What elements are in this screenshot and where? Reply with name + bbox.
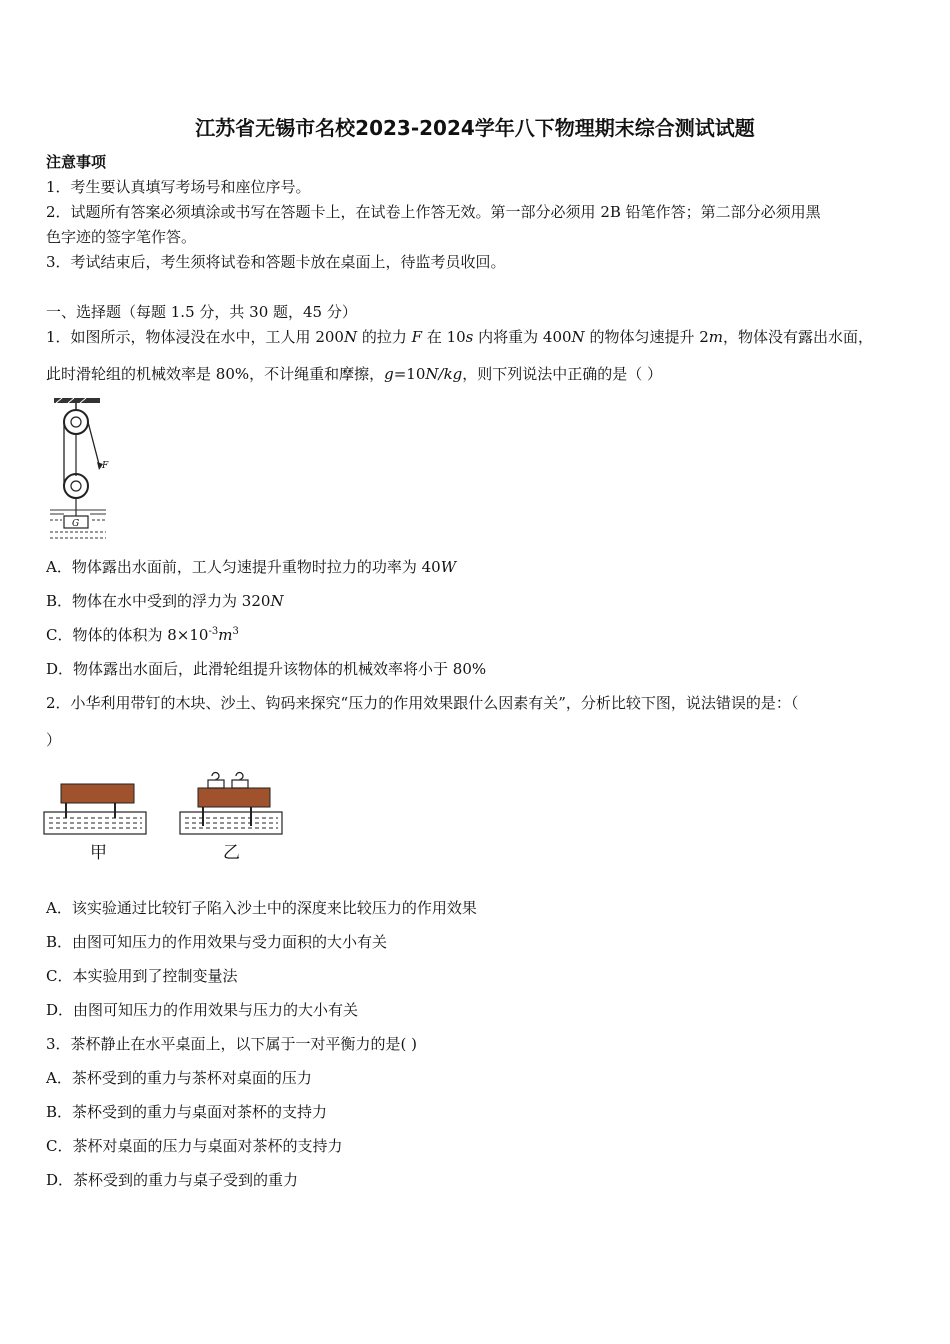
q1-option-a: A．物体露出水面前，工人匀速提升重物时拉力的功率为 40W — [46, 558, 457, 576]
q1-option-c: C．物体的体积为 $8\times 10^{-3}m^3$ — [46, 626, 239, 644]
q1-option-d: D．物体露出水面后，此滑轮组提升该物体的机械效率将小于 80% — [46, 660, 487, 678]
q2-option-d: D．由图可知压力的作用效果与压力的大小有关 — [46, 1001, 359, 1019]
q1-stem-line-2: 此时滑轮组的机械效率是 80%，不计绳重和摩擦，g=10N/kg，则下列说法中正确的是（ ） — [46, 365, 663, 383]
q2-stem-line-1: 2．小华利用带钉的木块、沙土、钩码来探究“压力的作用效果跟什么因素有关”，分析比较下图，说法错误的是：（ — [46, 694, 799, 712]
notice-heading: 注意事项 — [46, 153, 107, 171]
page-title: 江苏省无锡市名校2023-2024学年八下物理期末综合测试试题 — [195, 116, 755, 140]
nail-board-figure-jia — [44, 780, 149, 840]
q2-option-a: A．该实验通过比较钉子陷入沙土中的深度来比较压力的作用效果 — [46, 899, 477, 917]
force-label: F — [102, 461, 109, 471]
hook-weight-1 — [212, 773, 219, 780]
hook-weight-2 — [236, 773, 243, 780]
notice-item-3: 3．考试结束后，考生须将试卷和答题卡放在桌面上，待监考员收回。 — [46, 253, 506, 271]
notice-item-1: 1．考生要认真填写考场号和座位序号。 — [46, 178, 311, 196]
wood-block — [61, 784, 134, 803]
q2-option-c: C．本实验用到了控制变量法 — [46, 967, 238, 985]
q1-option-b: B．物体在水中受到的浮力为 320N — [46, 592, 284, 610]
q3-stem: 3．茶杯静止在水平桌面上，以下属于一对平衡力的是( ) — [46, 1035, 418, 1053]
q2-option-b: B．由图可知压力的作用效果与受力面积的大小有关 — [46, 933, 388, 951]
object-label: G — [72, 519, 80, 529]
figure-label-yi: 乙 — [223, 843, 240, 863]
q3-option-b: B．茶杯受到的重力与桌面对茶杯的支持力 — [46, 1103, 328, 1121]
wood-block — [198, 788, 270, 807]
q2-stem-line-2: ） — [46, 731, 62, 749]
q3-option-d: D．茶杯受到的重力与桌子受到的重力 — [46, 1171, 299, 1189]
q1-stem-line-1: 1．如图所示，物体浸没在水中，工人用 200N 的拉力 F 在 10s 内将重为 400N 的物体匀速提升 2m，物体没有露出水面， — [46, 328, 874, 346]
q3-option-a: A．茶杯受到的重力与茶杯对桌面的压力 — [46, 1069, 312, 1087]
pulley-figure — [46, 398, 116, 546]
q3-option-c: C．茶杯对桌面的压力与桌面对茶杯的支持力 — [46, 1137, 343, 1155]
nail-board-figure-yi — [180, 770, 286, 840]
figure-label-jia: 甲 — [90, 843, 107, 863]
notice-item-2-cont: 色字迹的签字笔作答。 — [46, 228, 197, 246]
notice-item-2: 2．试题所有答案必须填涂或书写在答题卡上，在试卷上作答无效。第一部分必须用 2B 铅笔作答；第二部分必须用黑 — [46, 203, 821, 221]
section-heading: 一、选择题（每题 1.5 分，共 30 题，45 分） — [46, 303, 357, 321]
